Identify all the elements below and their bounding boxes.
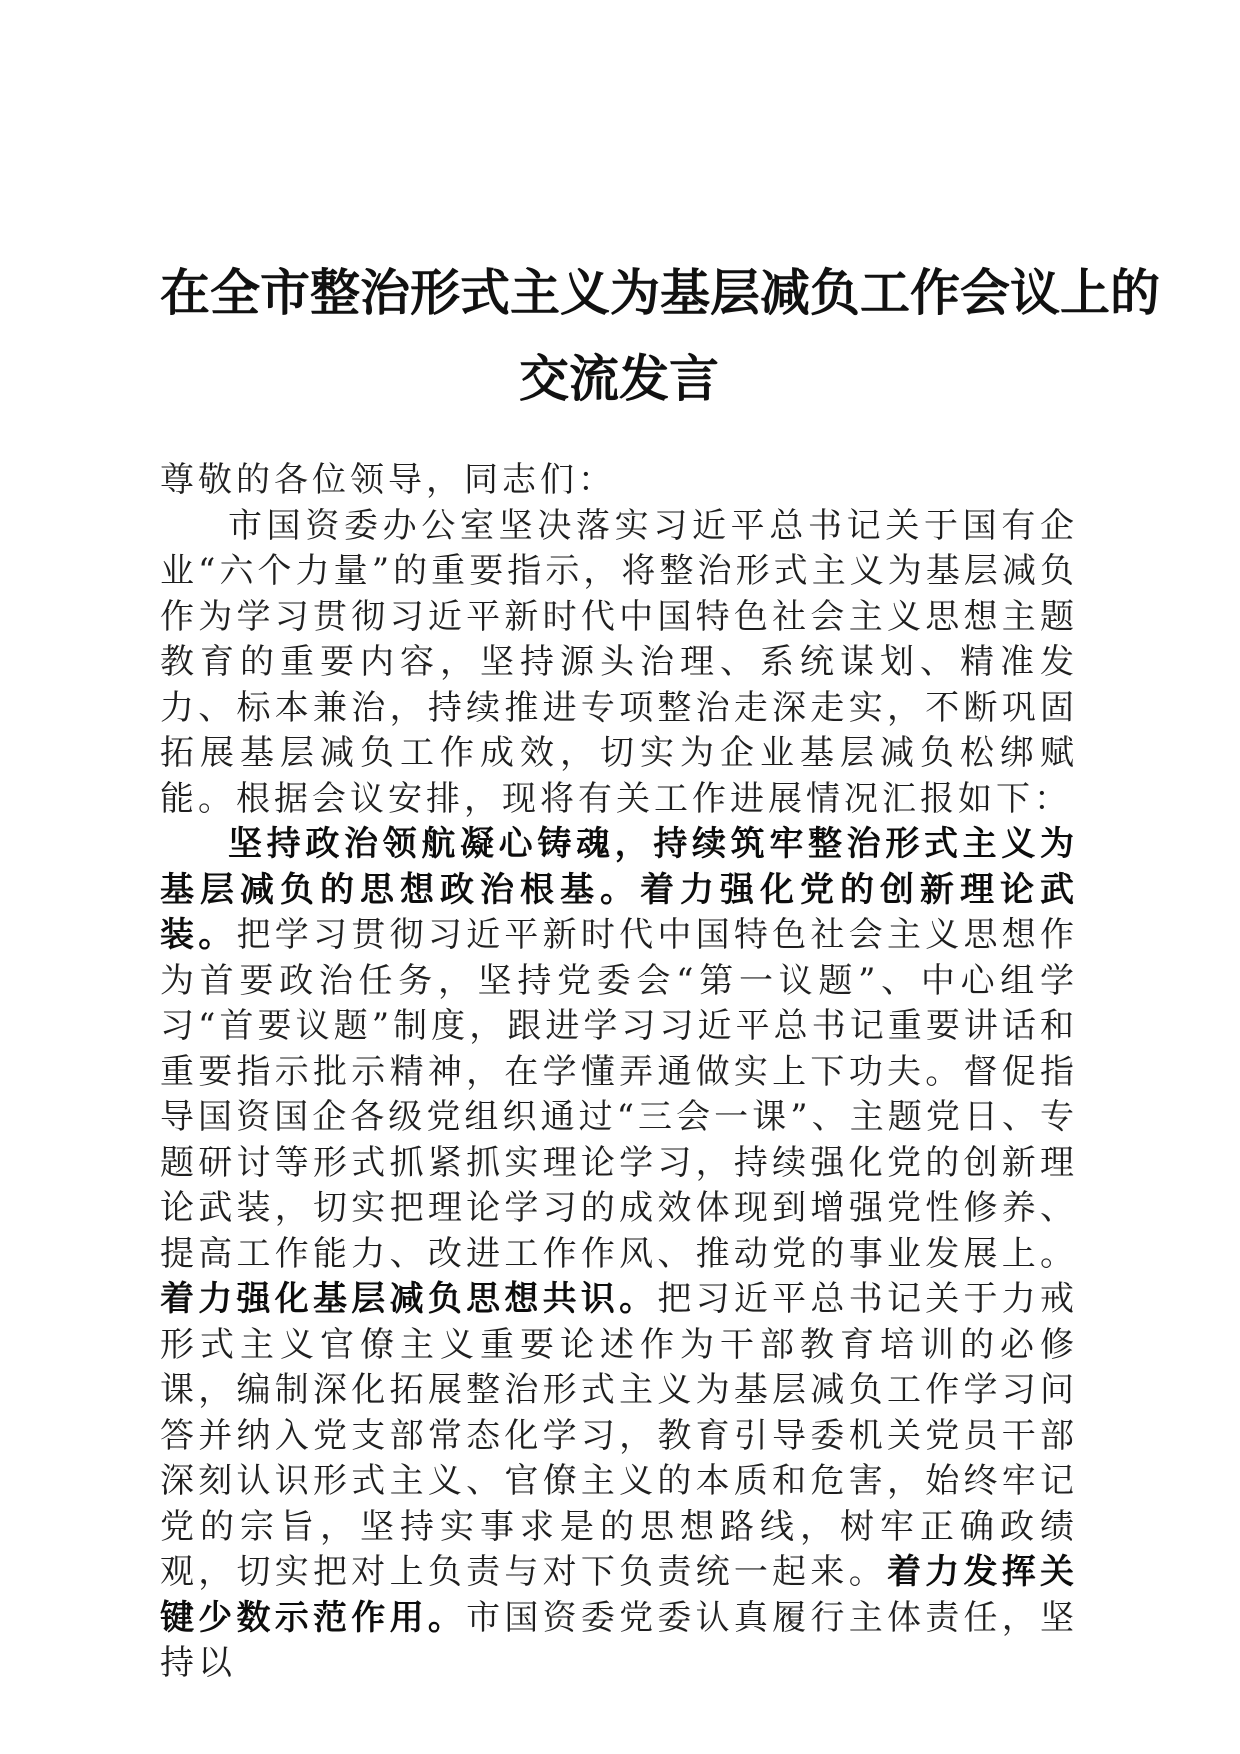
point-2-title: 着力强化基层减负思想共识。 (160, 1279, 658, 1319)
document-title (160, 250, 1160, 422)
point-1-title: 着力强化党的创新理论武装。 (160, 869, 1078, 955)
document-body (160, 458, 1078, 1687)
point-2-text: 把习近平总书记关于力戒形式主义官僚主义重要论述作为干部教育培训的必修课，编制深化拓展整治形式主义为基层减负工作学习问答并纳入党支部常态化学习，教育引导委机关党员干部深刻认识形式主义、官僚主义的本质和危害，始终牢记党的宗旨，坚持实事求是的思想路线，树牢正确政绩观，切实把对上负责与对下负责统一起来。 (160, 1279, 1078, 1592)
intro-paragraph: 市国资委办公室坚决落实习近平总书记关于国有企业“六个力量”的重要指示，将整治形式主义为基层减负作为学习贯彻习近平新时代中国特色社会主义思想主题教育的重要内容，坚持源头治理、系统谋划、精准发力、标本兼治，持续推进专项整治走深走实，不断巩固拓展基层减负工作成效，切实为企业基层减负松绑赋能。根据会议安排，现将有关工作进展情况汇报如下： (160, 505, 1078, 819)
point-3-title: 着力发挥关键少数示范作用。 (160, 1552, 1079, 1638)
point-3-text: 市国资委党委认真履行主体责任，坚持以 (160, 1597, 1079, 1683)
point-1-text: 把学习贯彻习近平新时代中国特色社会主义思想作为首要政治任务，坚持党委会“第一议题”、中心组学习“首要议题”制度，跟进学习习近平总书记重要讲话和重要指示批示精神，在学懂弄通做实上下功夫。督促指导国资国企各级党组织通过“三会一课”、主题党日、专题研讨等形式抓紧抓实理论学习，持续强化党的创新理论武装，切实把理论学习的成效体现到增强党性修养、提高工作能力、改进工作作风、推动党的事业发展上。 (160, 915, 1079, 1274)
title-line-1: 在全市整治形式主义为基层减负工作会议上的 (160, 263, 1160, 322)
document-page (160, 250, 1160, 1687)
section-1-paragraph (160, 822, 1078, 1687)
title-line-2: 交流发言 (519, 349, 719, 408)
section-1-heading: 坚持政治领航凝心铸魂，持续筑牢整治形式主义为基层减负的思想政治根基。 (160, 824, 1078, 910)
salutation: 尊敬的各位领导，同志们： (160, 460, 616, 500)
